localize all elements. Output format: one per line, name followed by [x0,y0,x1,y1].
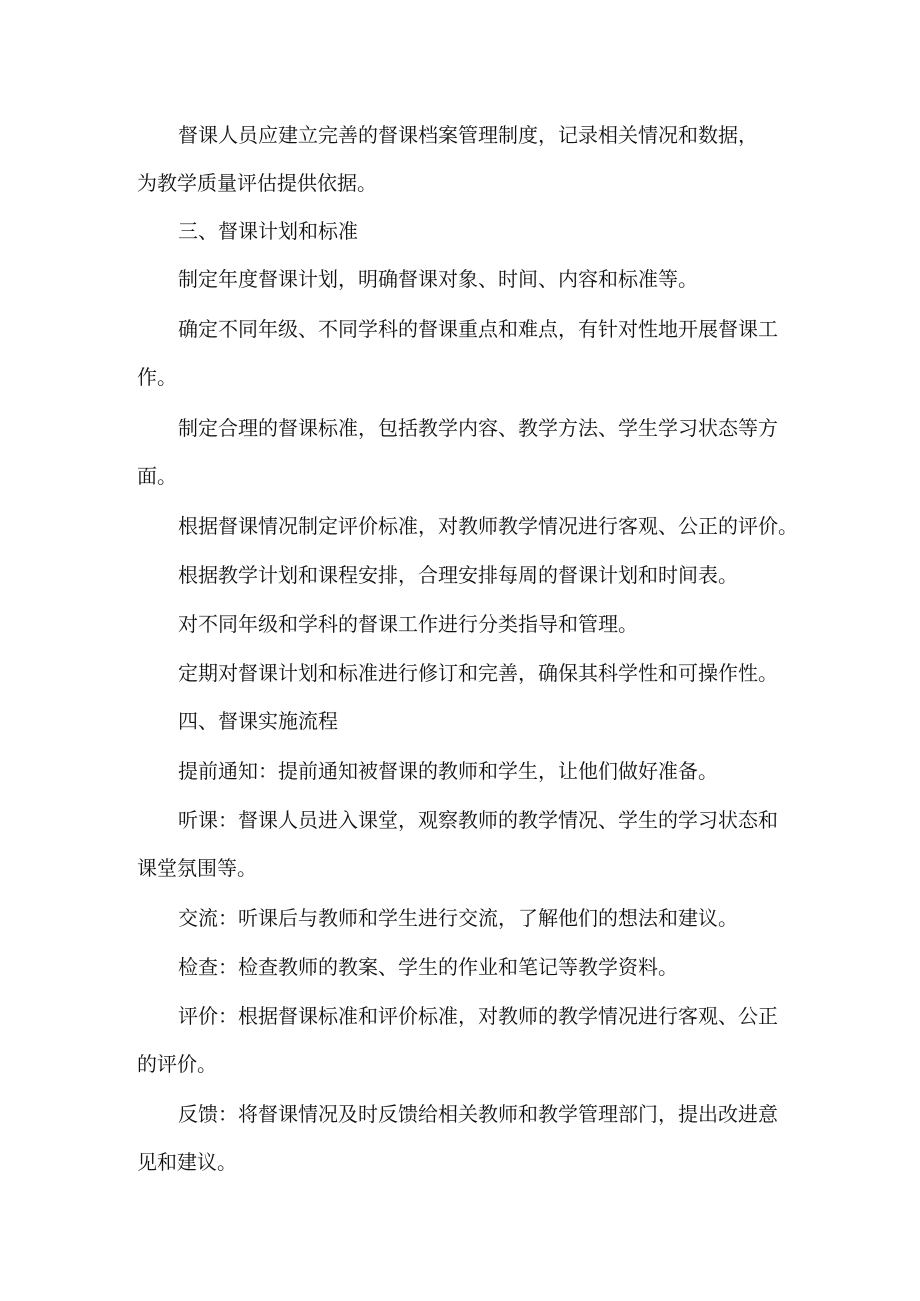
paragraph-line: 制定合理的督课标准，包括教学内容、教学方法、学生学习状态等方 [178,416,778,440]
paragraph-line: 反馈：将督课情况及时反馈给相关教师和教学管理部门，提出改进意 [178,1102,778,1126]
paragraph-line: 为教学质量评估提供依据。 [137,171,377,195]
paragraph-line: 见和建议。 [137,1150,237,1174]
heading-text: 四、督课实施流程 [178,709,338,733]
paragraph-line: 确定不同年级、不同学科的督课重点和难点，有针对性地开展督课工 [178,317,778,341]
paragraph-line: 根据督课情况制定评价标准，对教师教学情况进行客观、公正的评价。 [178,514,798,538]
paragraph-line: 对不同年级和学科的督课工作进行分类指导和管理。 [178,612,638,636]
paragraph-line: 评价：根据督课标准和评价标准，对教师的教学情况进行客观、公正 [178,1004,778,1028]
paragraph-line: 制定年度督课计划，明确督课对象、时间、内容和标准等。 [178,267,698,291]
paragraph-line: 面。 [137,464,177,488]
paragraph-line: 根据教学计划和课程安排，合理安排每周的督课计划和时间表。 [178,563,738,587]
paragraph-line: 作。 [137,365,177,389]
paragraph-line: 听课：督课人员进入课堂，观察教师的教学情况、学生的学习状态和 [178,808,778,832]
paragraph-line: 提前通知：提前通知被督课的教师和学生，让他们做好准备。 [178,759,718,783]
paragraph-line: 督课人员应建立完善的督课档案管理制度，记录相关情况和数据， [178,123,758,147]
paragraph-line: 的评价。 [137,1052,217,1076]
paragraph-line: 检查：检查教师的教案、学生的作业和笔记等教学资料。 [178,955,678,979]
paragraph-line: 定期对督课计划和标准进行修订和完善，确保其科学性和可操作性。 [178,661,778,685]
heading-text: 三、督课计划和标准 [178,219,358,243]
paragraph-line: 课堂氛围等。 [137,856,257,880]
paragraph-line: 交流：听课后与教师和学生进行交流，了解他们的想法和建议。 [178,906,738,930]
